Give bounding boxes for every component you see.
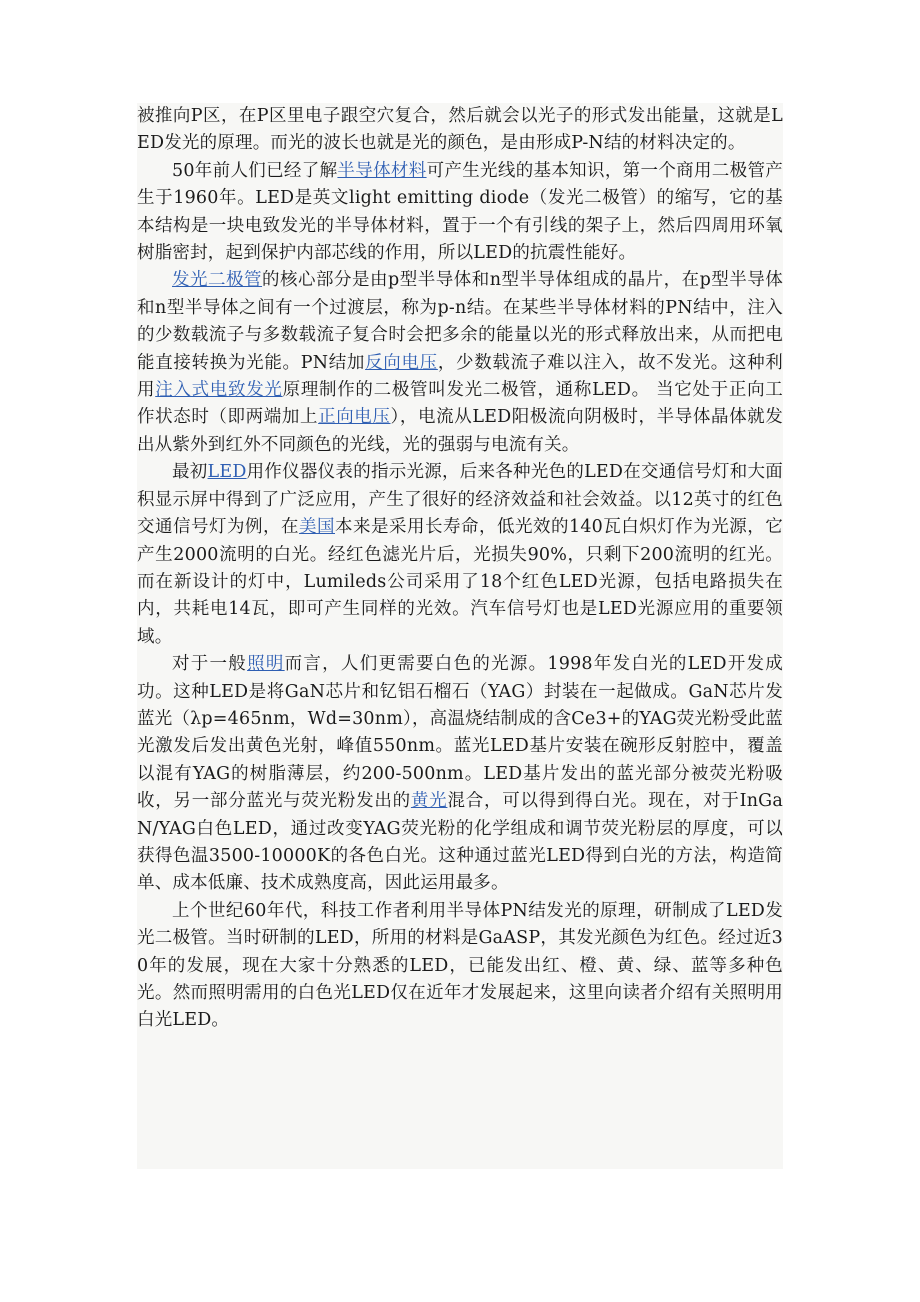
document-page bbox=[137, 103, 783, 1169]
inline-link[interactable]: LED bbox=[207, 462, 247, 483]
paragraph bbox=[137, 651, 783, 898]
inline-link[interactable]: 反向电压 bbox=[365, 352, 438, 373]
inline-link[interactable]: 发光二极管 bbox=[172, 270, 263, 291]
paragraph-text: 混合，可以得到得白光。现在，对于InGaN/YAG白色LED，通过改变YAG荧光粉的化学组成和调节荧光粉层的厚度，可以获得色温3500-10000K的各色白光。这种通过蓝光LED得到白光的方法，构造简单、成本低廉、技术成熟度高，因此运用最多。 bbox=[137, 791, 783, 894]
paragraph bbox=[137, 158, 783, 268]
paragraph-text: ），电流从LED阳极流向阴极时，半导体晶体就发出从紫外到红外不同颜色的光线，光的强弱与电流有关。 bbox=[137, 407, 783, 455]
paragraph-text: 本来是采用长寿命，低光效的140瓦白炽灯作为光源，它产生2000流明的白光。经红色滤光片后，光损失90%，只剩下200流明的红光。而在新设计的灯中，Lumileds公司采用了18个红色LED光源，包括电路损失在内，共耗电14瓦，即可产生同样的光效。汽车信号灯也是LED光源应用的重要领域。 bbox=[137, 517, 783, 647]
paragraph-text: 原理制作的二极管叫发光二极管，通称LED。 当它处于正向工作状态时（即两端加上 bbox=[137, 380, 783, 428]
paragraph-text: 用作仪器仪表的指示光源，后来各种光色的LED在交通信号灯和大面积显示屏中得到了广泛应用，产生了很好的经济效益和社会效益。以12英寸的红色交通信号灯为例，在 bbox=[137, 462, 783, 538]
paragraph-text: 上个世纪60年代，科技工作者利用半导体PN结发光的原理，研制成了LED发光二极管。当时研制的LED，所用的材料是GaASP，其发光颜色为红色。经过近30年的发展，现在大家十分熟悉的LED，已能发出红、橙、黄、绿、蓝等多种色光。然而照明需用的白色光LED仅在近年才发展起来，这里向读者介绍有关照明用白光LED。 bbox=[137, 900, 783, 1031]
paragraph-text: 可产生光线的基本知识，第一个商用二极管产生于1960年。LED是英文light emitting diode（发光二极管）的缩写，它的基本结构是一块电致发光的半导体材料，置于一个有引线的架子上，然后四周用环氧树脂密封，起到保护内部芯线的作用，所以LED的抗震性能好。 bbox=[137, 160, 783, 264]
document-body bbox=[137, 103, 783, 1035]
paragraph-text: 最初 bbox=[172, 462, 208, 483]
paragraph bbox=[137, 459, 783, 651]
inline-link[interactable]: 注入式电致发光 bbox=[155, 380, 283, 401]
inline-link[interactable]: 照明 bbox=[247, 654, 285, 675]
paragraph-text: 的核心部分是由p型半导体和n型半导体组成的晶片，在p型半导体和n型半导体之间有一个过渡层，称为p-n结。在某些半导体材料的PN结中，注入的少数载流子与多数载流子复合时会把多余的能量以光的形式释放出来，从而把电能直接转换为光能。PN结加 bbox=[137, 270, 784, 373]
paragraph-text: ，少数载流子难以注入，故不发光。这种利用 bbox=[137, 352, 783, 401]
inline-link[interactable]: 正向电压 bbox=[318, 407, 391, 428]
paragraph-text: 被推向P区，在P区里电子跟空穴复合，然后就会以光子的形式发出能量，这就是LED发光的原理。而光的波长也就是光的颜色，是由形成P-N结的材料决定的。 bbox=[137, 106, 783, 154]
inline-link[interactable]: 半导体材料 bbox=[337, 160, 427, 181]
inline-link[interactable]: 美国 bbox=[299, 517, 335, 538]
paragraph bbox=[137, 898, 783, 1035]
inline-link[interactable]: 黄光 bbox=[410, 791, 448, 812]
paragraph bbox=[137, 103, 783, 158]
paragraph-text: 对于一般 bbox=[172, 654, 248, 675]
paragraph-text: 50年前人们已经了解 bbox=[172, 160, 338, 181]
paragraph-text: 而言，人们更需要白色的光源。1998年发白光的LED开发成功。这种LED是将GaN芯片和钇铝石榴石（YAG）封装在一起做成。GaN芯片发蓝光（λp=465nm，Wd=30nm），高温烧结制成的含Ce3+的YAG荧光粉受此蓝光激发后发出黄色光射，峰值550nm。蓝光LED基片安装在碗形反射腔中，覆盖以混有YAG的树脂薄层，约200-500nm。LED基片发出的蓝光部分被荧光粉吸收，另一部分蓝光与荧光粉发出的 bbox=[137, 654, 783, 812]
paragraph bbox=[137, 267, 783, 459]
